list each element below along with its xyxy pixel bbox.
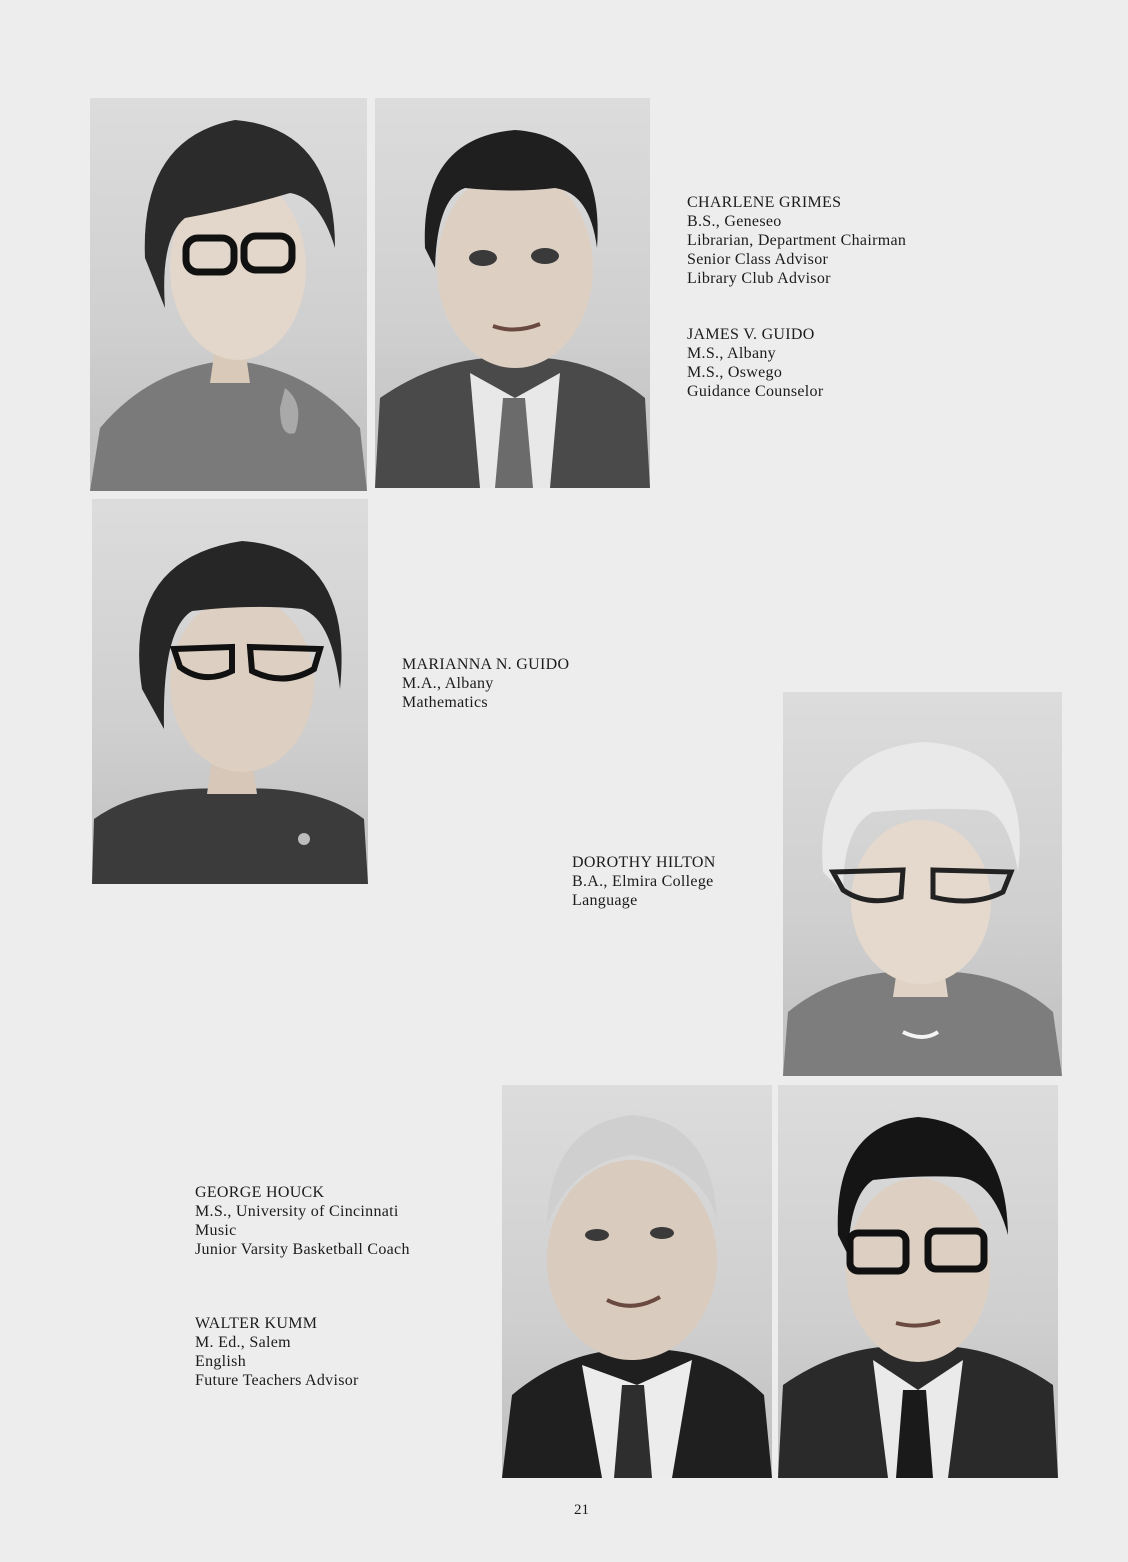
faculty-detail: M.S., University of Cincinnati	[195, 1203, 399, 1220]
portrait-charlene-grimes	[90, 98, 367, 491]
faculty-name: DOROTHY HILTON	[572, 854, 716, 871]
faculty-detail: Junior Varsity Basketball Coach	[195, 1241, 410, 1258]
faculty-detail: Mathematics	[402, 694, 488, 711]
faculty-detail: Future Teachers Advisor	[195, 1372, 359, 1389]
faculty-name: MARIANNA N. GUIDO	[402, 656, 570, 673]
caption-walter-kumm	[195, 1314, 359, 1390]
caption-george-houck	[195, 1183, 410, 1259]
faculty-detail: Library Club Advisor	[687, 270, 831, 287]
faculty-detail: M.S., Oswego	[687, 364, 783, 381]
caption-marianna-guido	[402, 655, 569, 712]
caption-charlene-grimes	[687, 193, 906, 288]
faculty-detail: Guidance Counselor	[687, 383, 824, 400]
portrait-james-guido	[375, 98, 650, 488]
faculty-detail: Language	[572, 892, 638, 909]
faculty-name: GEORGE HOUCK	[195, 1184, 325, 1201]
page-number: 21	[574, 1502, 589, 1518]
caption-dorothy-hilton	[572, 853, 716, 910]
faculty-detail: Music	[195, 1222, 237, 1239]
faculty-detail: M.S., Albany	[687, 345, 776, 362]
faculty-detail: M.A., Albany	[402, 675, 494, 692]
caption-james-guido	[687, 325, 823, 401]
faculty-detail: English	[195, 1353, 246, 1370]
faculty-name: CHARLENE GRIMES	[687, 194, 842, 211]
portrait-marianna-guido	[92, 499, 368, 884]
faculty-name: JAMES V. GUIDO	[687, 326, 815, 343]
portrait-dorothy-hilton	[783, 692, 1062, 1076]
faculty-name: WALTER KUMM	[195, 1315, 318, 1332]
faculty-detail: B.A., Elmira College	[572, 873, 714, 890]
faculty-detail: Librarian, Department Chairman	[687, 232, 907, 249]
faculty-detail: M. Ed., Salem	[195, 1334, 291, 1351]
portrait-walter-kumm	[778, 1085, 1058, 1478]
faculty-detail: Senior Class Advisor	[687, 251, 829, 268]
portrait-george-houck	[502, 1085, 772, 1478]
faculty-detail: B.S., Geneseo	[687, 213, 782, 230]
